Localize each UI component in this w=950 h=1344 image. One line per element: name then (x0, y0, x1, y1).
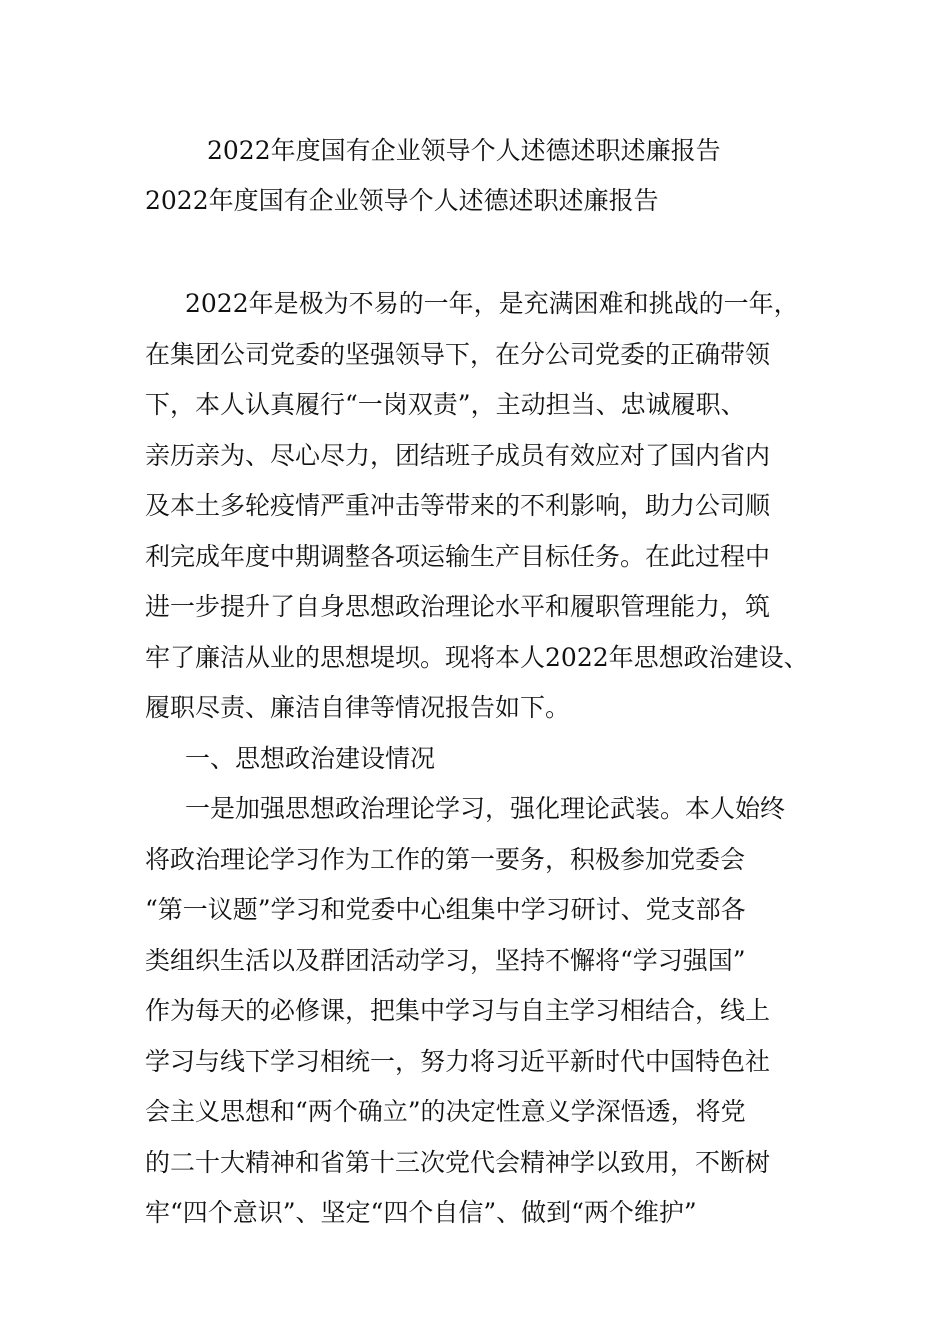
section-heading: 一、思想政治建设情况 (185, 743, 436, 773)
paragraph-line: 类组织生活以及群团活动学习，坚持不懈将“学习强国” (145, 945, 746, 975)
paragraph-line: 2022年是极为不易的一年，是充满困难和挑战的一年， (185, 289, 799, 318)
paragraph-line: 一是加强思想政治理论学习，强化理论武装。本人始终 (185, 794, 786, 823)
paragraph-line: 牢“四个意识”、坚定“四个自信”、做到“两个维护” (145, 1198, 697, 1227)
paragraph-line: 利完成年度中期调整各项运输生产目标任务。在此过程中 (145, 541, 771, 571)
paragraph-line: 履职尽责、廉洁自律等情况报告如下。 (145, 693, 571, 722)
paragraph-line: 会主义思想和“两个确立”的决定性意义学深悟透，将党 (145, 1097, 746, 1126)
paragraph-line: 进一步提升了自身思想政治理论水平和履职管理能力，筑 (145, 592, 771, 621)
paragraph-line: 牢了廉洁从业的思想堤坝。现将本人2022年思想政治建设、 (145, 642, 809, 672)
paragraph-line: 的二十大精神和省第十三次党代会精神学以致用，不断树 (145, 1147, 771, 1177)
paragraph-line: 及本土多轮疫情严重冲击等带来的不利影响，助力公司顺 (145, 491, 771, 520)
paragraph-line: 亲历亲为、尽心尽力，团结班子成员有效应对了国内省内 (145, 440, 771, 470)
paragraph-line: 下，本人认真履行“一岗双责”，主动担当、忠诚履职、 (145, 390, 746, 419)
paragraph-line: “第一议题”学习和党委中心组集中学习研讨、党支部各 (145, 895, 746, 924)
paragraph-line: 将政治理论学习作为工作的第一要务，积极参加党委会 (145, 844, 746, 874)
paragraph-line: 作为每天的必修课，把集中学习与自主学习相结合，线上 (145, 996, 771, 1025)
document-subtitle: 2022年度国有企业领导个人述德述职述廉报告 (145, 186, 659, 215)
paragraph-line: 在集团公司党委的坚强领导下，在分公司党委的正确带领 (145, 339, 771, 369)
document-title: 2022年度国有企业领导个人述德述职述廉报告 (207, 136, 721, 165)
paragraph-line: 学习与线下学习相统一，努力将习近平新时代中国特色社 (145, 1046, 771, 1076)
document-body (145, 279, 835, 1239)
